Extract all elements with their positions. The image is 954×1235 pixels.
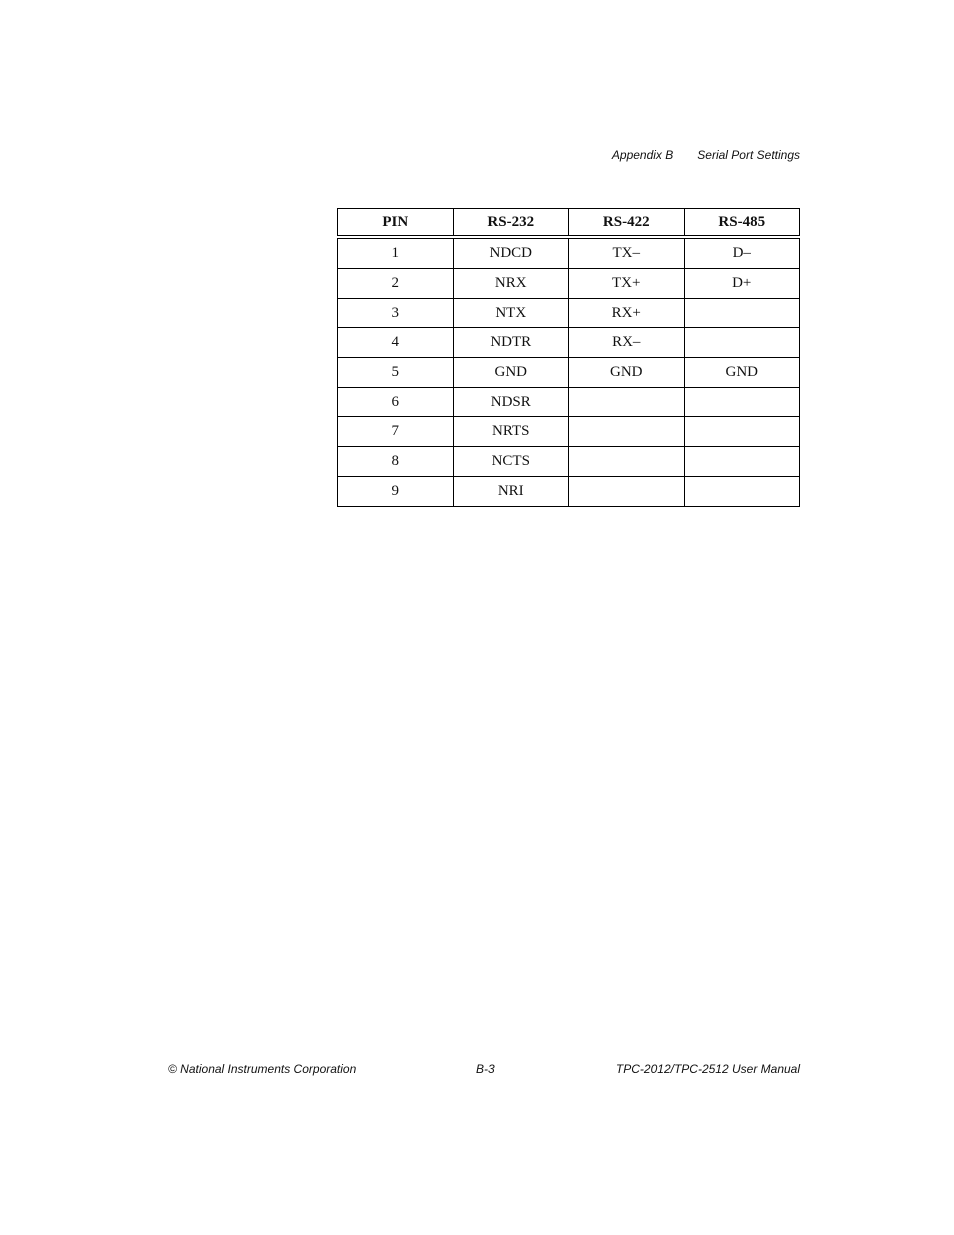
- running-header: [612, 148, 800, 162]
- table-row: [338, 476, 800, 506]
- pin-cell: 4: [338, 328, 454, 358]
- rs232-cell: NRTS: [453, 417, 569, 447]
- rs485-cell: [684, 298, 800, 328]
- rs485-cell: [684, 447, 800, 477]
- rs232-cell: NDTR: [453, 328, 569, 358]
- table-row: [338, 298, 800, 328]
- table-row: [338, 328, 800, 358]
- rs232-cell: NRI: [453, 476, 569, 506]
- pin-cell: 3: [338, 298, 454, 328]
- rs232-cell: NTX: [453, 298, 569, 328]
- column-header: PIN: [338, 209, 454, 238]
- rs232-cell: NDSR: [453, 387, 569, 417]
- table-header-row: [338, 209, 800, 238]
- pin-cell: 1: [338, 237, 454, 269]
- rs485-cell: [684, 328, 800, 358]
- rs232-cell: NCTS: [453, 447, 569, 477]
- rs485-cell: [684, 387, 800, 417]
- footer-page-number: B-3: [476, 1062, 495, 1076]
- rs422-cell: RX+: [569, 298, 685, 328]
- rs485-cell: D+: [684, 269, 800, 299]
- pin-cell: 7: [338, 417, 454, 447]
- footer-manual-title: TPC-2012/TPC-2512 User Manual: [615, 1062, 800, 1076]
- serial-pinout-table: [337, 208, 800, 507]
- header-title: Serial Port Settings: [697, 148, 800, 162]
- rs422-cell: TX–: [569, 237, 685, 269]
- rs485-cell: [684, 476, 800, 506]
- pin-cell: 6: [338, 387, 454, 417]
- pin-cell: 2: [338, 269, 454, 299]
- rs232-cell: GND: [453, 358, 569, 388]
- rs422-cell: RX–: [569, 328, 685, 358]
- pin-cell: 8: [338, 447, 454, 477]
- rs485-cell: GND: [684, 358, 800, 388]
- pin-cell: 5: [338, 358, 454, 388]
- header-section: Appendix B: [611, 148, 674, 162]
- rs422-cell: TX+: [569, 269, 685, 299]
- table-row: [338, 237, 800, 269]
- table-row: [338, 417, 800, 447]
- pin-cell: 9: [338, 476, 454, 506]
- rs232-cell: NDCD: [453, 237, 569, 269]
- table-row: [338, 447, 800, 477]
- column-header: RS-422: [569, 209, 685, 238]
- table-row: [338, 358, 800, 388]
- column-header: RS-485: [684, 209, 800, 238]
- table-row: [338, 269, 800, 299]
- column-header: RS-232: [453, 209, 569, 238]
- rs422-cell: [569, 387, 685, 417]
- rs232-cell: NRX: [453, 269, 569, 299]
- rs485-cell: [684, 417, 800, 447]
- rs422-cell: [569, 417, 685, 447]
- table-row: [338, 387, 800, 417]
- footer-copyright: © National Instruments Corporation: [168, 1062, 357, 1076]
- rs422-cell: [569, 447, 685, 477]
- rs485-cell: D–: [684, 237, 800, 269]
- rs422-cell: [569, 476, 685, 506]
- rs422-cell: GND: [569, 358, 685, 388]
